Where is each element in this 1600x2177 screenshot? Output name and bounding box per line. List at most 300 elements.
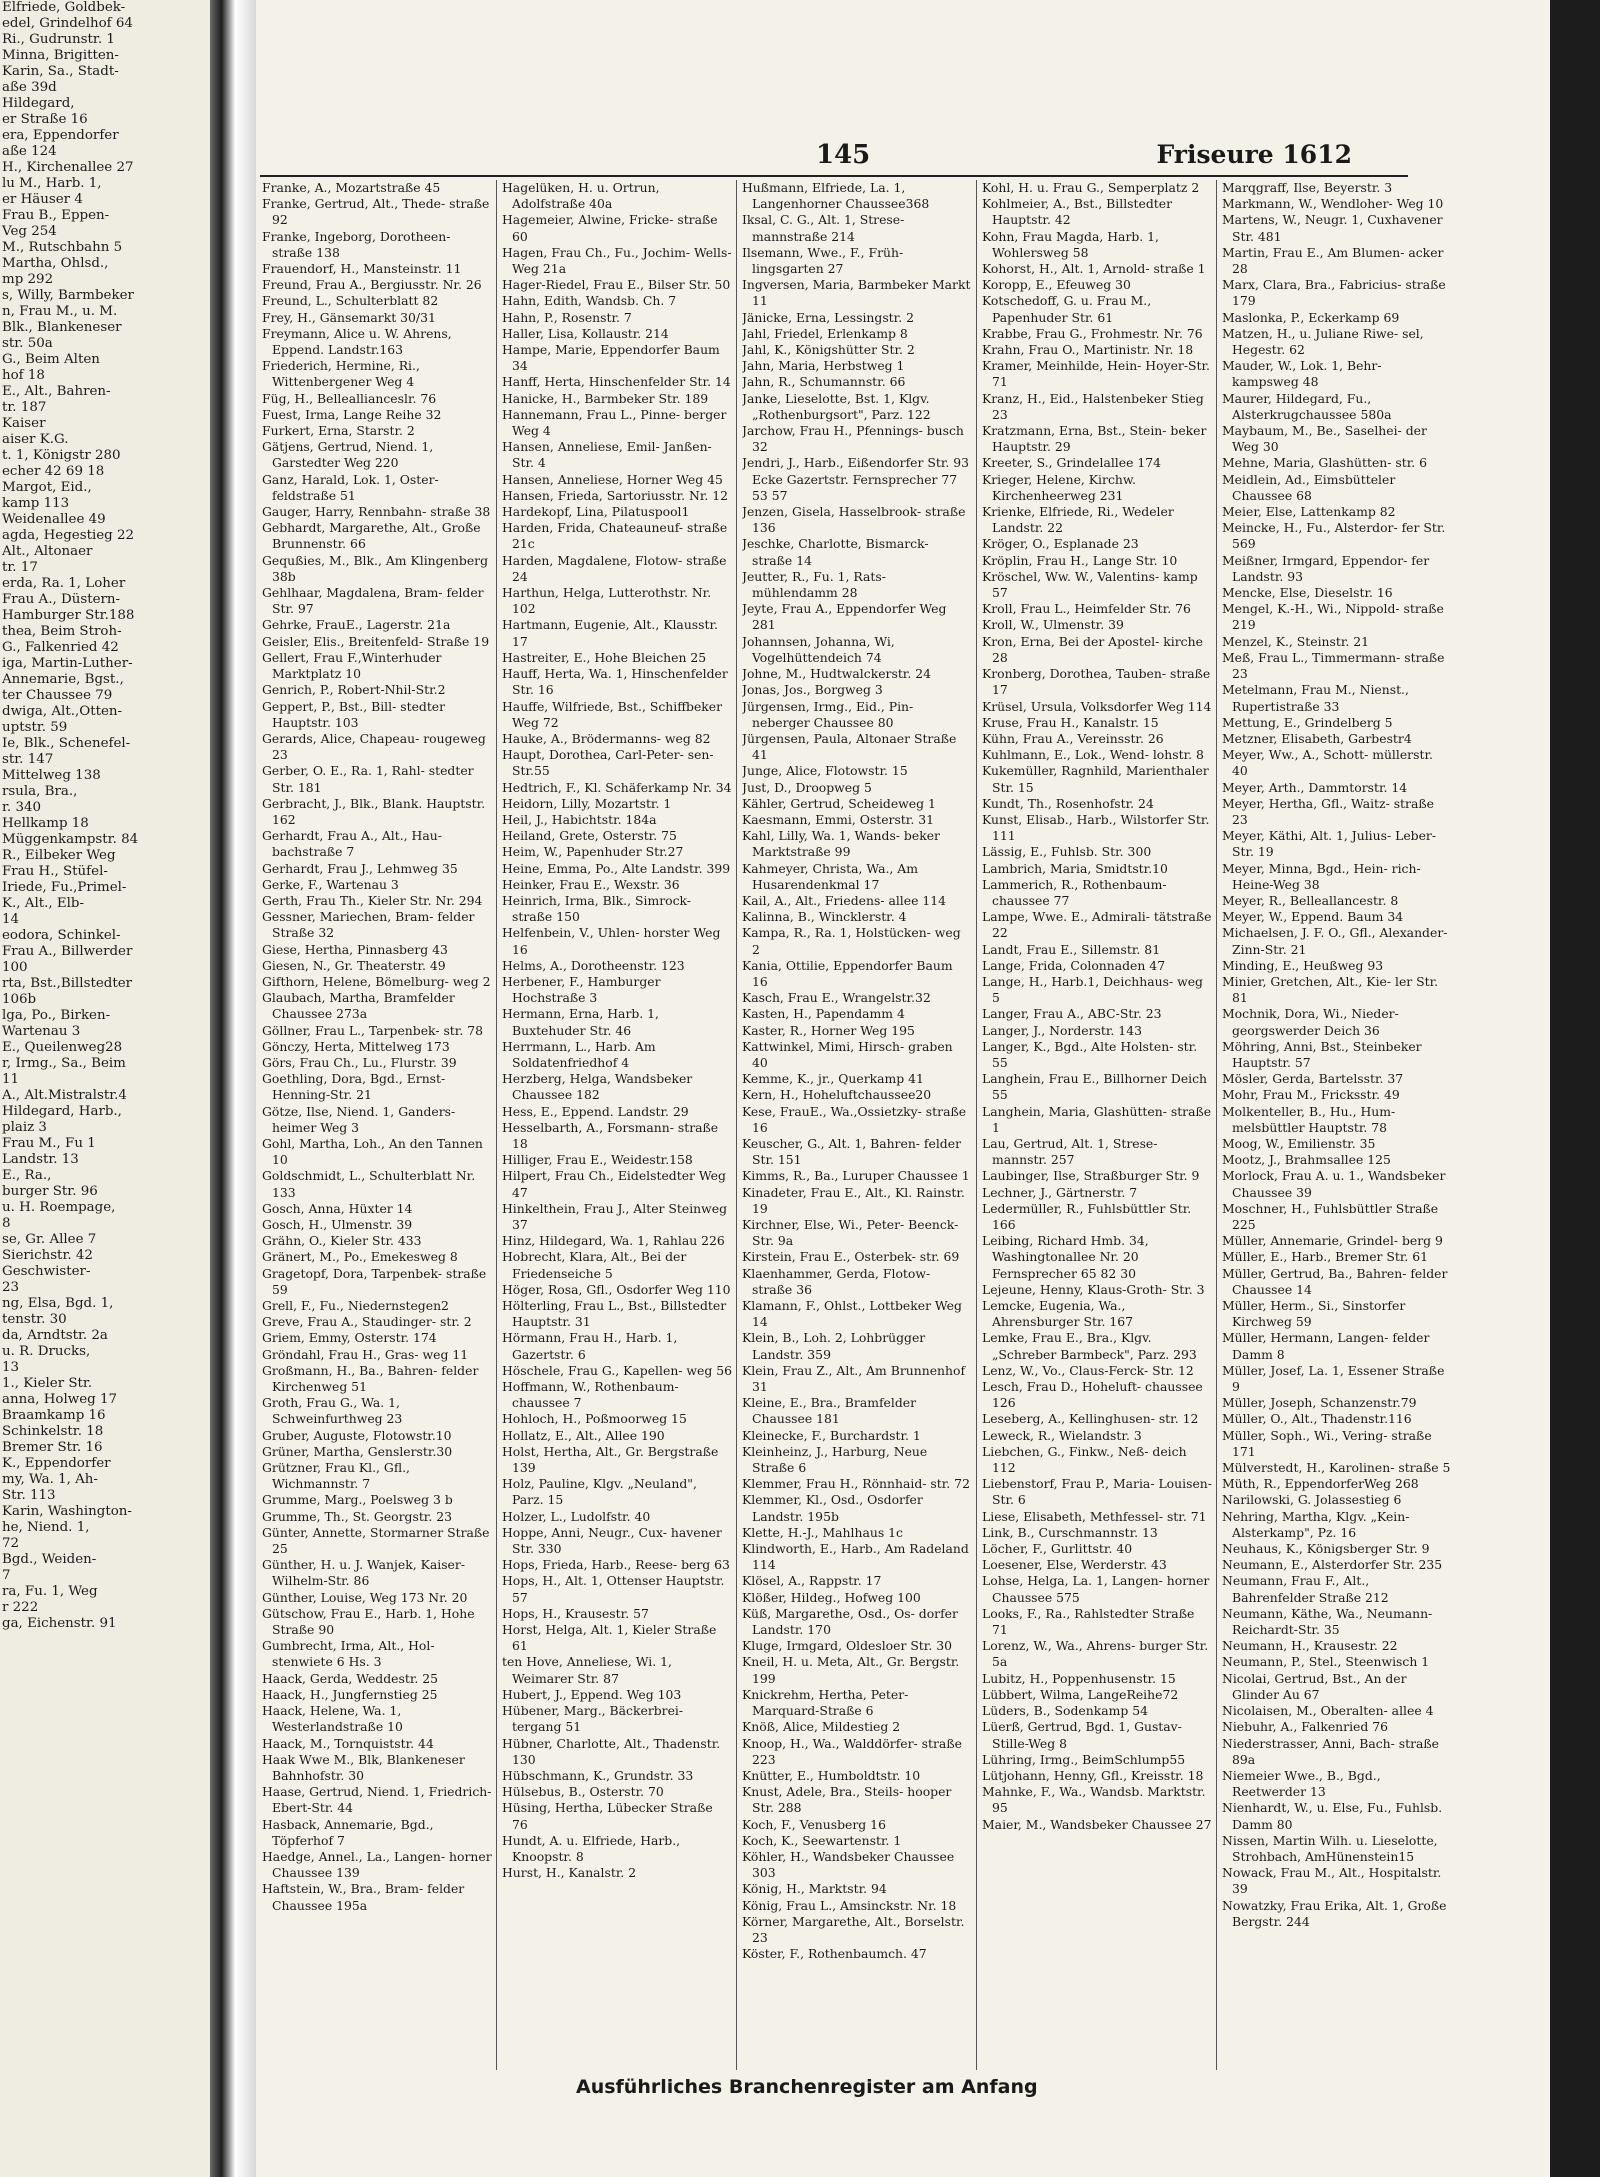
directory-entry: Hauffe, Wilfriede, Bst., Schiffbeker Weg 72 bbox=[502, 698, 723, 730]
left-fragment-line: he, Niend. 1, bbox=[2, 1520, 90, 1535]
directory-entry: Köster, F., Rothenbaumch. 47 bbox=[742, 1946, 927, 1962]
directory-entry: Furkert, Erna, Starstr. 2 bbox=[262, 423, 415, 439]
column-5 bbox=[1222, 180, 1452, 2070]
directory-entry: Haase, Gertrud, Niend. 1, Friedrich-Ebert-Str. 44 bbox=[262, 1784, 492, 1816]
directory-entry: Hinz, Hildegard, Wa. 1, Rahlau 226 bbox=[502, 1233, 725, 1249]
directory-entry: Kalinna, B., Wincklerstr. 4 bbox=[742, 909, 907, 925]
left-fragment-line: A., Alt.Mistralstr.4 bbox=[2, 1088, 127, 1103]
directory-entry: Hampe, Marie, Eppendorfer Baum 34 bbox=[502, 342, 720, 374]
directory-entry: Jeyte, Frau A., Eppendorfer Weg 281 bbox=[742, 601, 947, 633]
directory-entry: Liebchen, G., Finkw., Neß- deich 112 bbox=[982, 1443, 1187, 1476]
left-fragment-line: Frau H., Stüfel- bbox=[2, 864, 108, 879]
left-fragment-line: 100 bbox=[2, 960, 28, 975]
left-fragment-line: Müggenkampstr. 84 bbox=[2, 832, 139, 847]
directory-entry: Lohse, Helga, La. 1, Langen- horner Chaussee 575 bbox=[982, 1573, 1210, 1605]
page-title: Friseure 1612 bbox=[1156, 140, 1352, 169]
directory-entry: Krabbe, Frau G., Frohmestr. Nr. 76 bbox=[982, 325, 1203, 341]
directory-entry: Holst, Hertha, Alt., Gr. Bergstraße 139 bbox=[502, 1443, 719, 1476]
directory-entry: Hagen, Frau Ch., Fu., Jochim- Wells-Weg 21a bbox=[502, 244, 732, 277]
column-divider bbox=[976, 180, 977, 2070]
directory-entry: Maurer, Hildegard, Fu., Alsterkrugchaussee 580a bbox=[1222, 390, 1392, 422]
directory-entry: Klemmer, Frau H., Rönnhaid- str. 72 bbox=[742, 1476, 970, 1492]
left-fragment-line: 106b bbox=[2, 992, 37, 1007]
directory-entry: Hilliger, Frau E., Weidestr.158 bbox=[502, 1152, 693, 1168]
left-fragment-line: Mittelweg 138 bbox=[2, 768, 101, 783]
directory-entry: Metzner, Elisabeth, Garbestr4 bbox=[1222, 730, 1412, 746]
directory-entry: Grähn, O., Kieler Str. 433 bbox=[262, 1233, 422, 1249]
directory-entry: Klößer, Hildeg., Hofweg 100 bbox=[742, 1589, 921, 1605]
directory-entry: Müller, Josef, La. 1, Essener Straße 9 bbox=[1222, 1362, 1445, 1395]
directory-entry: Ganz, Harald, Lok. 1, Oster- feldstraße 51 bbox=[262, 471, 439, 503]
directory-entry: Klein, Frau Z., Alt., Am Brunnenhof 31 bbox=[742, 1362, 966, 1395]
directory-entry: Gequßies, M., Blk., Am Klingenberg 38b bbox=[262, 552, 489, 584]
directory-entry: Nowack, Frau M., Alt., Hospitalstr. 39 bbox=[1222, 1865, 1442, 1897]
directory-entry: Leweck, R., Wielandstr. 3 bbox=[982, 1427, 1142, 1443]
directory-entry: Hoppe, Anni, Neugr., Cux- havener Str. 330 bbox=[502, 1524, 722, 1557]
directory-entry: Niederstrasser, Anni, Bach- straße 89a bbox=[1222, 1735, 1440, 1767]
directory-entry: Haack, Gerda, Weddestr. 25 bbox=[262, 1670, 439, 1686]
directory-entry: Johannsen, Johanna, Wi, Vogelhüttendeich 74 bbox=[742, 633, 895, 665]
directory-entry: Meyer, R., Belleallancestr. 8 bbox=[1222, 892, 1399, 908]
directory-entry: Mösler, Gerda, Bartelsstr. 37 bbox=[1222, 1071, 1404, 1087]
directory-entry: Hartmann, Eugenie, Alt., Klausstr. 17 bbox=[502, 617, 719, 649]
directory-entry: Kronberg, Dorothea, Tauben- straße 17 bbox=[982, 666, 1211, 698]
directory-entry: Köhler, H., Wandsbeker Chaussee 303 bbox=[742, 1848, 955, 1881]
directory-entry: Jahl, K., Königshütter Str. 2 bbox=[742, 342, 915, 358]
left-fragment-line: str. 147 bbox=[2, 752, 54, 767]
directory-entry: Jeschke, Charlotte, Bismarck- straße 14 bbox=[742, 536, 929, 568]
directory-entry: Liebenstorf, Frau P., Maria- Louisen-Str. 6 bbox=[982, 1476, 1212, 1508]
directory-entry: Jänicke, Erna, Lessingstr. 2 bbox=[742, 309, 914, 325]
directory-entry: Giese, Hertha, Pinnasberg 43 bbox=[262, 941, 448, 957]
directory-entry: Nehring, Martha, Klgv. „Kein-Alsterkamp", Pz. 16 bbox=[1222, 1508, 1410, 1540]
directory-entry: Kaesmann, Emmi, Osterstr. 31 bbox=[742, 811, 934, 827]
directory-entry: Moog, W., Emilienstr. 35 bbox=[1222, 1135, 1376, 1151]
directory-entry: Kese, FrauE., Wa.,Ossietzky- straße 16 bbox=[742, 1103, 967, 1135]
left-fragment-line: hof 18 bbox=[2, 368, 45, 383]
directory-entry: Körner, Margarethe, Alt., Borselstr. 23 bbox=[742, 1913, 965, 1945]
directory-page bbox=[256, 0, 1600, 2177]
directory-entry: Lammerich, R., Rothenbaum- chaussee 77 bbox=[982, 876, 1167, 908]
directory-entry: Kranz, H., Eid., Halstenbeker Stieg 23 bbox=[982, 390, 1204, 422]
directory-entry: Haack, Helene, Wa. 1, Westerlandstraße 10 bbox=[262, 1703, 403, 1735]
directory-entry: Gosch, Anna, Hüxter 14 bbox=[262, 1200, 413, 1216]
left-fragment-line: lga, Po., Birken- bbox=[2, 1008, 111, 1023]
left-fragment-line: ter Chaussee 79 bbox=[2, 688, 113, 703]
directory-entry: Minier, Gretchen, Alt., Kie- ler Str. 81 bbox=[1222, 973, 1439, 1006]
left-fragment-line: Veg 254 bbox=[2, 224, 57, 239]
directory-entry: Hanff, Herta, Hinschenfelder Str. 14 bbox=[502, 374, 731, 390]
directory-entry: Heim, W., Papenhuder Str.27 bbox=[502, 844, 684, 860]
directory-entry: Kirchner, Else, Wi., Peter- Beenck-Str. 9a bbox=[742, 1217, 959, 1249]
directory-entry: Kröschel, Ww. W., Valentins- kamp 57 bbox=[982, 568, 1198, 601]
directory-entry: Hedtrich, F., Kl. Schäferkamp Nr. 34 bbox=[502, 779, 732, 795]
directory-entry: Lubitz, H., Poppenhusenstr. 15 bbox=[982, 1670, 1176, 1686]
left-fragment-line: Braamkamp 16 bbox=[2, 1408, 106, 1423]
scan-margin bbox=[1550, 0, 1600, 2177]
directory-entry: Markmann, W., Wendloher- Weg 10 bbox=[1222, 196, 1444, 212]
directory-entry: Kattwinkel, Mimi, Hirsch- graben 40 bbox=[742, 1038, 953, 1070]
directory-entry: Geisler, Elis., Breitenfeld- Straße 19 bbox=[262, 633, 490, 649]
directory-entry: Johne, M., Hudtwalckerstr. 24 bbox=[742, 666, 931, 682]
left-fragment-line: 11 bbox=[2, 1072, 20, 1087]
directory-entry: Kohn, Frau Magda, Harb. 1, Wohlersweg 58 bbox=[982, 228, 1159, 260]
directory-entry: Gerber, O. E., Ra. 1, Rahl- stedter Str. 181 bbox=[262, 763, 474, 795]
left-fragment-line: Wartenau 3 bbox=[2, 1024, 81, 1039]
directory-entry: Kröplin, Frau H., Lange Str. 10 bbox=[982, 552, 1178, 568]
directory-entry: Maybaum, M., Be., Saselhei- der Weg 30 bbox=[1222, 423, 1427, 455]
directory-entry: Mochnik, Dora, Wi., Nieder- georgswerder Deich 36 bbox=[1222, 1006, 1399, 1038]
directory-entry: Lässig, E., Fuhlsb. Str. 300 bbox=[982, 844, 1152, 860]
left-fragment-line: Schinkelstr. 18 bbox=[2, 1424, 104, 1439]
directory-entry: Niebuhr, A., Falkenried 76 bbox=[1222, 1719, 1389, 1735]
book-spine bbox=[210, 0, 256, 2177]
left-fragment-line: rsula, Bra., bbox=[2, 784, 78, 799]
directory-entry: Loesener, Else, Werderstr. 43 bbox=[982, 1557, 1167, 1573]
directory-entry: Gosch, H., Ulmenstr. 39 bbox=[262, 1217, 413, 1232]
directory-entry: Klösel, A., Rappstr. 17 bbox=[742, 1573, 882, 1589]
directory-entry: Hastreiter, E., Hohe Bleichen 25 bbox=[502, 649, 707, 665]
directory-entry: Göllner, Frau L., Tarpenbek- str. 78 bbox=[262, 1022, 483, 1038]
left-fragment-line: edel, Grindelhof 64 bbox=[2, 16, 133, 31]
directory-entry: Klamann, F., Ohlst., Lottbeker Weg 14 bbox=[742, 1298, 962, 1330]
left-fragment-line: Weidenallee 49 bbox=[2, 512, 106, 527]
directory-entry: Müth, R., EppendorferWeg 268 bbox=[1222, 1476, 1419, 1492]
left-fragment-line: ra, Fu. 1, Weg bbox=[2, 1584, 98, 1599]
directory-entry: Gohl, Martha, Loh., An den Tannen 10 bbox=[262, 1135, 483, 1168]
directory-entry: Lange, H., Harb.1, Deichhaus- weg 5 bbox=[982, 973, 1203, 1006]
directory-entry: Kuhlmann, E., Lok., Wend- lohstr. 8 bbox=[982, 747, 1204, 763]
directory-entry: Meyer, Minna, Bgd., Hein- rich-Heine-Weg 38 bbox=[1222, 860, 1421, 892]
left-fragment-line: 13 bbox=[2, 1360, 20, 1375]
left-fragment-line: erda, Ra. 1, Loher bbox=[2, 576, 126, 591]
directory-entry: Krüsel, Ursula, Volksdorfer Weg 114 bbox=[982, 698, 1212, 714]
directory-entry: Kundt, Th., Rosenhofstr. 24 bbox=[982, 795, 1154, 811]
directory-entry: Kroll, Frau L., Heimfelder Str. 76 bbox=[982, 601, 1191, 617]
directory-entry: Lambrich, Maria, Smidtstr.10 bbox=[982, 860, 1168, 876]
directory-entry: Gerards, Alice, Chapeau- rougeweg 23 bbox=[262, 730, 486, 763]
directory-entry: Lechner, J., Gärtnerstr. 7 bbox=[982, 1184, 1138, 1200]
directory-entry: Landt, Frau E., Sillemstr. 81 bbox=[982, 941, 1161, 957]
column-divider bbox=[736, 180, 737, 2070]
directory-entry: Martin, Frau E., Am Blumen- acker 28 bbox=[1222, 244, 1444, 277]
directory-entry: Jonas, Jos., Borgweg 3 bbox=[742, 682, 883, 698]
left-fragment-line: tenstr. 30 bbox=[2, 1312, 67, 1327]
directory-entry: Kohl, H. u. Frau G., Semperplatz 2 bbox=[982, 180, 1200, 195]
directory-entry: König, H., Marktstr. 94 bbox=[742, 1881, 887, 1897]
directory-entry: Fuest, Irma, Lange Reihe 32 bbox=[262, 406, 442, 422]
directory-entry: Haftstein, W., Bra., Bram- felder Chaussee 195a bbox=[262, 1881, 465, 1913]
directory-entry: Leseberg, A., Kellinghusen- str. 12 bbox=[982, 1411, 1199, 1427]
directory-entry: Höger, Rosa, Gfl., Osdorfer Weg 110 bbox=[502, 1281, 731, 1297]
directory-entry: Lübbert, Wilma, LangeReihe72 bbox=[982, 1686, 1179, 1702]
directory-entry: Marx, Clara, Bra., Fabricius- straße 179 bbox=[1222, 277, 1446, 309]
directory-entry: Liese, Elisabeth, Methfessel- str. 71 bbox=[982, 1508, 1207, 1524]
left-fragment-line: 14 bbox=[2, 912, 20, 927]
directory-entry: Gauger, Harry, Rennbahn- straße 38 bbox=[262, 504, 491, 520]
left-fragment-line: Alt., Altonaer bbox=[2, 544, 93, 559]
directory-entry: Gerhardt, Frau A., Alt., Hau- bachstraße 7 bbox=[262, 828, 442, 860]
directory-entry: Neuhaus, K., Königsberger Str. 9 bbox=[1222, 1541, 1430, 1557]
directory-entry: Gumbrecht, Irma, Alt., Hol- stenwiete 6 Hs. 3 bbox=[262, 1638, 435, 1670]
directory-entry: Link, B., Curschmannstr. 13 bbox=[982, 1524, 1158, 1540]
directory-entry: Franke, Ingeborg, Dorotheen- straße 138 bbox=[262, 228, 451, 260]
left-fragment-line: plaiz 3 bbox=[2, 1120, 47, 1135]
directory-entry: Görs, Frau Ch., Lu., Flurstr. 39 bbox=[262, 1054, 457, 1070]
directory-entry: Hahn, Edith, Wandsb. Ch. 7 bbox=[502, 293, 677, 309]
directory-entry: Hörmann, Frau H., Harb. 1, Gazertstr. 6 bbox=[502, 1330, 678, 1362]
directory-entry: Kohorst, H., Alt. 1, Arnold- straße 1 bbox=[982, 261, 1206, 277]
directory-entry: Hagemeier, Alwine, Fricke- straße 60 bbox=[502, 212, 718, 244]
directory-entry: Grüner, Martha, Genslerstr.30 bbox=[262, 1443, 453, 1459]
directory-entry: Lejeune, Henny, Klaus-Groth- Str. 3 bbox=[982, 1281, 1205, 1297]
directory-entry: Gragetopf, Dora, Tarpenbek- straße 59 bbox=[262, 1265, 487, 1297]
directory-entry: Kinadeter, Frau E., Alt., Kl. Rainstr. 19 bbox=[742, 1184, 965, 1216]
directory-entry: Klemmer, Kl., Osd., Osdorfer Landstr. 195b bbox=[742, 1492, 923, 1524]
left-fragment-line: Margot, Eid., bbox=[2, 480, 92, 495]
directory-entry: Heiland, Grete, Osterstr. 75 bbox=[502, 828, 677, 844]
directory-entry: Kail, A., Alt., Friedens- allee 114 bbox=[742, 892, 947, 908]
left-fragment-line: str. 50a bbox=[2, 336, 53, 351]
column-divider bbox=[1216, 180, 1217, 2070]
directory-entry: Mencke, Else, Dieselstr. 16 bbox=[1222, 585, 1393, 601]
left-fragment-line: se, Gr. Allee 7 bbox=[2, 1232, 97, 1247]
directory-entry: Gessner, Mariechen, Bram- felder Straße 32 bbox=[262, 909, 475, 941]
directory-entry: Maier, M., Wandsbeker Chaussee 27 bbox=[982, 1816, 1212, 1832]
left-fragment-line: u. R. Drucks, bbox=[2, 1344, 91, 1359]
header-rule bbox=[260, 175, 1408, 177]
directory-entry: Nicolai, Gertrud, Bst., An der Glinder Au 67 bbox=[1222, 1670, 1407, 1702]
directory-entry: Gerth, Frau Th., Kieler Str. Nr. 294 bbox=[262, 892, 483, 908]
directory-entry: Hesselbarth, A., Forsmann- straße 18 bbox=[502, 1119, 719, 1151]
directory-entry: Mülverstedt, H., Karolinen- straße 5 bbox=[1222, 1460, 1451, 1476]
directory-entry: Meß, Frau L., Timmermann- straße 23 bbox=[1222, 649, 1445, 682]
left-fragment-line: 8 bbox=[2, 1216, 11, 1231]
directory-entry: Ilsemann, Wwe., F., Früh- lingsgarten 27 bbox=[742, 244, 904, 277]
left-fragment-line: G., Beim Alten bbox=[2, 352, 100, 367]
left-fragment-line: Iriede, Fu.,Primel- bbox=[2, 880, 127, 895]
directory-entry: Niemeier Wwe., B., Bgd., Reetwerder 13 bbox=[1222, 1767, 1381, 1800]
column-4 bbox=[982, 180, 1212, 2070]
directory-entry: Koropp, E., Efeuweg 30 bbox=[982, 277, 1131, 293]
directory-entry: Hops, H., Krausestr. 57 bbox=[502, 1605, 649, 1621]
directory-entry: Müller, Hermann, Langen- felder Damm 8 bbox=[1222, 1330, 1430, 1362]
directory-entry: Hannemann, Frau L., Pinne- berger Weg 4 bbox=[502, 406, 727, 439]
directory-entry: Langer, J., Norderstr. 143 bbox=[982, 1022, 1142, 1038]
directory-entry: Jürgensen, Paula, Altonaer Straße 41 bbox=[742, 730, 957, 763]
left-fragment-line: kamp 113 bbox=[2, 496, 70, 511]
directory-entry: Herrmann, L., Harb. Am Soldatenfriedhof 4 bbox=[502, 1038, 656, 1070]
directory-entry: Knickrehm, Hertha, Peter- Marquard-Straße 6 bbox=[742, 1686, 909, 1719]
left-fragment-line: Blk., Blankeneser bbox=[2, 320, 122, 335]
left-fragment-line: aße 39d bbox=[2, 80, 57, 95]
directory-entry: Kemme, K., jr., Querkamp 41 bbox=[742, 1071, 924, 1087]
directory-entry: Meißner, Irmgard, Eppendor- fer Landstr. 93 bbox=[1222, 552, 1430, 584]
directory-entry: Kühn, Frau A., Vereinsstr. 26 bbox=[982, 730, 1164, 746]
left-fragment-line: Bgd., Weiden- bbox=[2, 1552, 97, 1567]
directory-entry: Looks, F., Ra., Rahlstedter Straße 71 bbox=[982, 1605, 1195, 1638]
directory-entry: Meier, Else, Lattenkamp 82 bbox=[1222, 504, 1396, 520]
left-fragment-line: Frau M., Fu 1 bbox=[2, 1136, 96, 1151]
directory-entry: Hansen, Frieda, Sartoriusstr. Nr. 12 bbox=[502, 487, 729, 503]
left-fragment-line: Ie, Blk., Schenefel- bbox=[2, 736, 131, 751]
directory-entry: Keuscher, G., Alt. 1, Bahren- felder Str. 151 bbox=[742, 1135, 961, 1168]
directory-entry: Koch, K., Seewartenstr. 1 bbox=[742, 1832, 902, 1848]
directory-entry: Heinrich, Irma, Blk., Simrock- straße 150 bbox=[502, 892, 691, 925]
directory-entry: Herbener, F., Hamburger Hochstraße 3 bbox=[502, 973, 661, 1006]
directory-entry: Krieger, Helene, Kirchw. Kirchenheerweg 231 bbox=[982, 471, 1136, 503]
left-fragment-line: Hamburger Str.188 bbox=[2, 608, 135, 623]
directory-entry: Matzen, H., u. Juliane Riwe- sel, Hegestr. 62 bbox=[1222, 325, 1424, 358]
left-fragment-line: H., Kirchenallee 27 bbox=[2, 160, 134, 175]
left-fragment-line: tr. 17 bbox=[2, 560, 38, 575]
left-fragment-line: Karin, Washington- bbox=[2, 1504, 132, 1519]
directory-entry: Kruse, Frau H., Kanalstr. 15 bbox=[982, 714, 1159, 730]
directory-entry: Harden, Magdalene, Flotow- straße 24 bbox=[502, 552, 727, 584]
directory-entry: Metelmann, Frau M., Nienst., Rupertistraße 33 bbox=[1222, 682, 1409, 714]
left-fragment-line: n, Frau M., u. M. bbox=[2, 304, 118, 319]
directory-entry: Nowatzky, Frau Erika, Alt. 1, Große Bergstr. 244 bbox=[1222, 1897, 1447, 1929]
directory-entry: Neumann, E., Alsterdorfer Str. 235 bbox=[1222, 1557, 1443, 1573]
directory-entry: Hobrecht, Klara, Alt., Bei der Friedenseiche 5 bbox=[502, 1249, 687, 1281]
directory-entry: Kneil, H. u. Meta, Alt., Gr. Bergstr. 199 bbox=[742, 1654, 960, 1686]
directory-entry: Mahnke, F., Wa., Wandsb. Marktstr. 95 bbox=[982, 1784, 1206, 1816]
directory-entry: Frauendorf, H., Mansteinstr. 11 bbox=[262, 261, 462, 277]
page-number: 145 bbox=[816, 140, 871, 170]
directory-entry: Franke, A., Mozartstraße 45 bbox=[262, 180, 441, 195]
left-fragment-line: Ri., Gudrunstr. 1 bbox=[2, 32, 115, 47]
directory-entry: Kreeter, S., Grindelallee 174 bbox=[982, 455, 1162, 471]
left-fragment-line: E., Alt., Bahren- bbox=[2, 384, 111, 399]
directory-entry: Meincke, H., Fu., Alsterdor- fer Str. 569 bbox=[1222, 520, 1446, 552]
directory-entry: Möhring, Anni, Bst., Steinbeker Hauptstr. 57 bbox=[1222, 1038, 1422, 1070]
left-fragment-line: er Häuser 4 bbox=[2, 192, 83, 207]
directory-entry: Janke, Lieselotte, Bst. 1, Klgv. „Rothenburgsort", Parz. 122 bbox=[742, 390, 931, 422]
directory-entry: Kratzmann, Erna, Bst., Stein- beker Hauptstr. 29 bbox=[982, 423, 1207, 455]
left-fragment-line: Minna, Brigitten- bbox=[2, 48, 119, 63]
directory-entry: Gruber, Auguste, Flotowstr.10 bbox=[262, 1427, 452, 1443]
left-fragment-line: echer 42 69 18 bbox=[2, 464, 105, 479]
directory-entry: Müller, E., Harb., Bremer Str. 61 bbox=[1222, 1249, 1429, 1265]
left-fragment-line: Frau A., Düstern- bbox=[2, 592, 121, 607]
directory-entry: Hauff, Herta, Wa. 1, Hinschenfelder Str. 16 bbox=[502, 666, 728, 698]
directory-entry: Lühring, Irmg., BeimSchlump55 bbox=[982, 1751, 1186, 1767]
directory-entry: Herzberg, Helga, Wandsbeker Chaussee 182 bbox=[502, 1071, 693, 1103]
directory-entry: Langer, Frau A., ABC-Str. 23 bbox=[982, 1006, 1162, 1022]
directory-entry: Haedge, Annel., La., Langen- horner Chaussee 139 bbox=[262, 1848, 492, 1881]
directory-entry: ten Hove, Anneliese, Wi. 1, Weimarer Str. 87 bbox=[502, 1654, 672, 1686]
directory-entry: Knütter, E., Humboldtstr. 10 bbox=[742, 1767, 921, 1783]
directory-entry: Götze, Ilse, Niend. 1, Ganders- heimer Weg 3 bbox=[262, 1103, 456, 1135]
directory-entry: Grumme, Th., St. Georgstr. 23 bbox=[262, 1508, 453, 1524]
directory-entry: Kleine, E., Bra., Bramfelder Chaussee 181 bbox=[742, 1395, 917, 1427]
directory-entry: Ingversen, Maria, Barmbeker Markt 11 bbox=[742, 277, 971, 309]
directory-entry: Hübener, Marg., Bäckerbrei- tergang 51 bbox=[502, 1703, 684, 1735]
directory-entry: Nicolaisen, M., Oberalten- allee 4 bbox=[1222, 1703, 1434, 1719]
directory-entry: Jahl, Friedel, Erlenkamp 8 bbox=[742, 325, 908, 341]
directory-entry: Gröndahl, Frau H., Gras- weg 11 bbox=[262, 1346, 469, 1362]
left-fragment-line: Kaiser bbox=[2, 416, 46, 431]
directory-entry: Küß, Margarethe, Osd., Os- dorfer Landstr. 170 bbox=[742, 1605, 958, 1638]
directory-entry: Hansen, Anneliese, Horner Weg 45 bbox=[502, 471, 723, 487]
directory-entry: Hübschmann, K., Grundstr. 33 bbox=[502, 1767, 694, 1783]
directory-entry: Löcher, F., Gurlittstr. 40 bbox=[982, 1541, 1133, 1557]
directory-entry: Gellert, Frau F.,Winterhuder Marktplatz 10 bbox=[262, 649, 442, 682]
directory-entry: Kaster, R., Horner Weg 195 bbox=[742, 1022, 915, 1038]
directory-entry: Kahl, Lilly, Wa. 1, Wands- beker Marktstraße 99 bbox=[742, 828, 940, 860]
left-page-fragment bbox=[0, 0, 210, 2177]
left-fragment-line: Geschwister- bbox=[2, 1264, 91, 1279]
directory-entry: Lesch, Frau D., Hoheluft- chaussee 126 bbox=[982, 1379, 1203, 1411]
directory-entry: Klaenhammer, Gerda, Flotow- straße 36 bbox=[742, 1265, 931, 1297]
left-fragment-line: iga, Martin-Luther- bbox=[2, 656, 133, 671]
directory-entry: Klindworth, E., Harb., Am Radeland 114 bbox=[742, 1541, 969, 1573]
directory-entry: Hinkelthein, Frau J., Alter Steinweg 37 bbox=[502, 1200, 728, 1232]
directory-entry: Hauke, A., Brödermanns- weg 82 bbox=[502, 730, 711, 746]
directory-entry: Müller, Joseph, Schanzenstr.79 bbox=[1222, 1395, 1417, 1411]
left-fragment-line: Karin, Sa., Stadt- bbox=[2, 64, 119, 79]
directory-entry: Haack, M., Tornquiststr. 44 bbox=[262, 1735, 434, 1751]
directory-entry: Gerhardt, Frau J., Lehmweg 35 bbox=[262, 860, 458, 876]
directory-entry: Hölterling, Frau L., Bst., Billstedter Hauptstr. 31 bbox=[502, 1298, 727, 1330]
directory-entry: Hilpert, Frau Ch., Eidelstedter Weg 47 bbox=[502, 1168, 726, 1200]
directory-entry: Neumann, H., Krausestr. 22 bbox=[1222, 1638, 1398, 1654]
directory-entry: Griem, Emmy, Osterstr. 174 bbox=[262, 1330, 437, 1346]
directory-entry: Horst, Helga, Alt. 1, Kieler Straße 61 bbox=[502, 1622, 717, 1654]
column-2 bbox=[502, 180, 732, 2070]
directory-entry: Hülsebus, B., Osterstr. 70 bbox=[502, 1784, 664, 1800]
left-fragment-line: er Straße 16 bbox=[2, 112, 88, 127]
directory-entry: Hußmann, Elfriede, La. 1, Langenhorner Chaussee368 bbox=[742, 180, 930, 212]
directory-entry: Gebhardt, Margarethe, Alt., Große Brunnenstr. 66 bbox=[262, 520, 481, 552]
left-fragment-line: Sierichstr. 42 bbox=[2, 1248, 93, 1263]
directory-entry: Hübner, Charlotte, Alt., Thadenstr. 130 bbox=[502, 1735, 721, 1767]
directory-entry: Müller, Gertrud, Ba., Bahren- felder Chaussee 14 bbox=[1222, 1265, 1448, 1297]
left-fragment-line: 7 bbox=[2, 1568, 11, 1583]
directory-entry: Langhein, Maria, Glashütten- straße 1 bbox=[982, 1103, 1212, 1135]
directory-entry: Günther, H. u. J. Wanjek, Kaiser-Wilhelm-Str. 86 bbox=[262, 1557, 466, 1589]
directory-entry: Haak Wwe M., Blk, Blankeneser Bahnhofstr. 30 bbox=[262, 1751, 465, 1783]
directory-entry: Haack, H., Jungfernstieg 25 bbox=[262, 1686, 438, 1702]
directory-entry: Mengel, K.-H., Wi., Nippold- straße 219 bbox=[1222, 601, 1444, 633]
left-fragment-line: G., Falkenried 42 bbox=[2, 640, 119, 655]
directory-entry: Kahmeyer, Christa, Wa., Am Husarendenkmal 17 bbox=[742, 860, 918, 892]
left-fragment-line: 72 bbox=[2, 1536, 20, 1551]
left-fragment-line: tr. 187 bbox=[2, 400, 47, 415]
directory-entry: Mettung, E., Grindelberg 5 bbox=[1222, 714, 1393, 730]
directory-entry: Knöß, Alice, Mildestieg 2 bbox=[742, 1719, 901, 1735]
directory-entry: Friederich, Hermine, Ri., Wittenbergener Weg 4 bbox=[262, 358, 420, 390]
directory-entry: Laubinger, Ilse, Straßburger Str. 9 bbox=[982, 1168, 1200, 1184]
directory-entry: Müller, Soph., Wi., Vering- straße 171 bbox=[1222, 1427, 1432, 1459]
directory-entry: Klette, H.-J., Mahlhaus 1c bbox=[742, 1524, 903, 1540]
directory-entry: Jarchow, Frau H., Pfennings- busch 32 bbox=[742, 423, 964, 455]
directory-entry: Hagelüken, H. u. Ortrun, Adolfstraße 40a bbox=[502, 180, 660, 212]
directory-entry: Hermann, Erna, Harb. 1, Buxtehuder Str. 46 bbox=[502, 1006, 659, 1038]
directory-entry: Kroll, W., Ulmenstr. 39 bbox=[982, 617, 1124, 633]
left-fragment-line: era, Eppendorfer bbox=[2, 128, 119, 143]
directory-entry: Müller, Annemarie, Grindel- berg 9 bbox=[1222, 1233, 1443, 1249]
directory-entry: Mohr, Frau M., Fricksstr. 49 bbox=[1222, 1087, 1400, 1103]
directory-entry: Helfenbein, V., Uhlen- horster Weg 16 bbox=[502, 925, 721, 957]
directory-entry: Günther, Louise, Weg 173 Nr. 20 bbox=[262, 1589, 468, 1605]
directory-entry: Kampa, R., Ra. 1, Holstücken- weg 2 bbox=[742, 925, 961, 957]
page-header bbox=[256, 140, 1406, 174]
directory-entry: Lüders, B., Sodenkamp 54 bbox=[982, 1703, 1149, 1719]
left-fragment-line: Str. 113 bbox=[2, 1488, 56, 1503]
directory-entry: Neumann, P., Stel., Steenwisch 1 bbox=[1222, 1654, 1430, 1670]
directory-entry: Kimms, R., Ba., Luruper Chaussee 1 bbox=[742, 1168, 970, 1184]
